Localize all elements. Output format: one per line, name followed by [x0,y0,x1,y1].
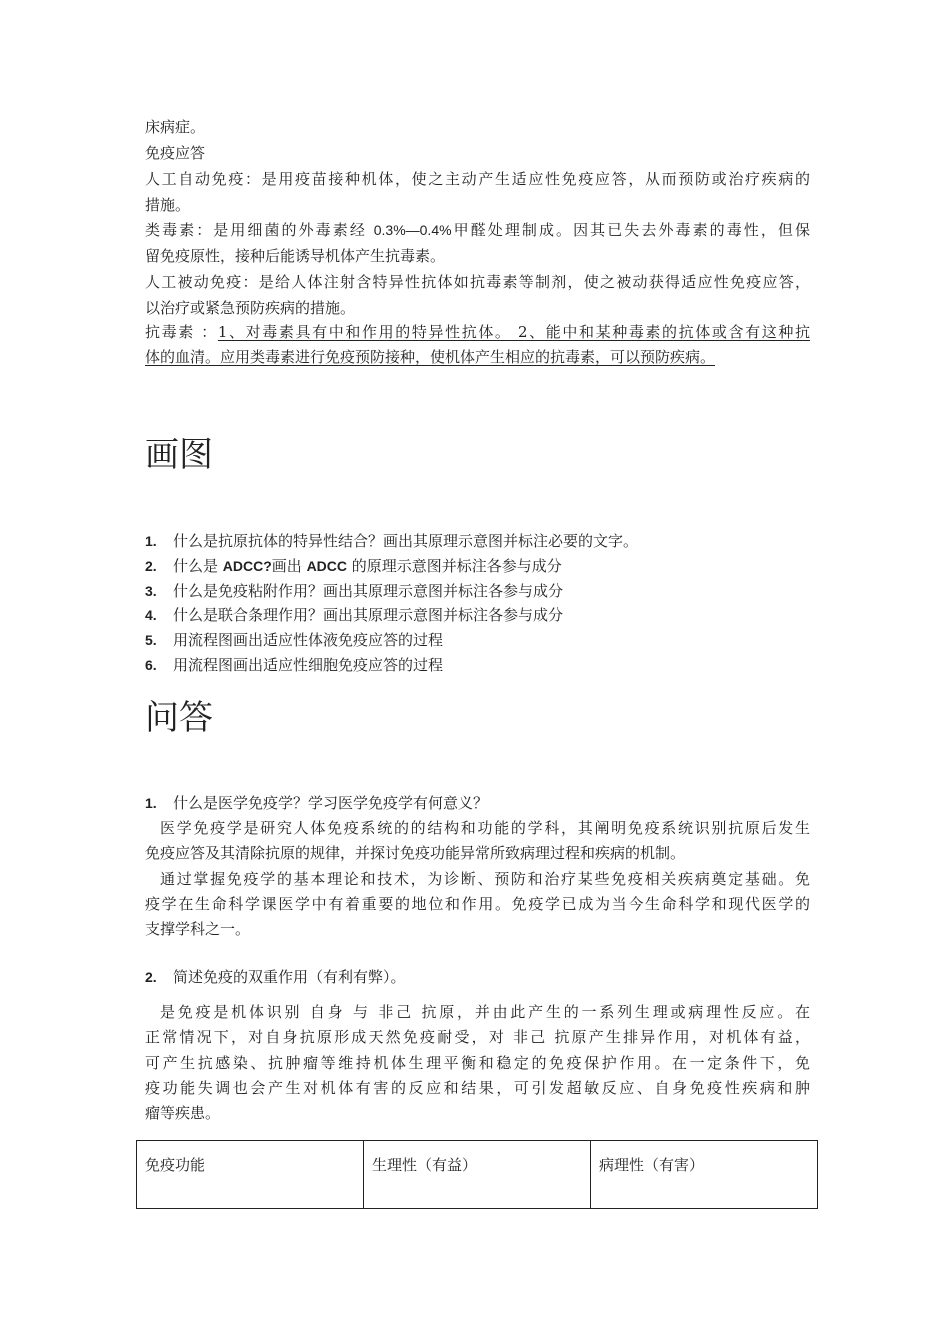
answer-line: 瘤等疾患。 [145,1104,221,1122]
text-line: 免疫应答 [145,144,206,162]
section-heading-drawing: 画图 [145,435,213,475]
list-number: 2. [145,969,157,985]
list-number: 1. [145,795,157,811]
answer-line: 支撑学科之一。 [145,920,251,938]
list-item [145,602,810,628]
list-text: 用流程图画出适应性体液免疫应答的过程 [173,631,444,649]
text-line [145,344,810,370]
list-text: 什么是 [173,557,223,575]
bold-text: ADCC [306,558,348,574]
bold-text: ADCC? [222,558,272,574]
text-span: 抗毒素 ： [145,323,218,341]
section-heading-qa: 问答 [145,698,213,738]
text-line: 人工被动免疫：是给人体注射含特异性抗体如抗毒素等制剂，使之被动获得适应性免疫应答， [145,273,810,291]
list-item [145,528,810,554]
answer-line: 是免疫是机体识别 自身 与 非己 抗原，并由此产生的一系列生理或病理性反应。在 [160,1003,810,1021]
text-line: 措施。 [145,196,191,214]
list-text: 的原理示意图并标注各参与成分 [347,557,562,575]
question [145,790,810,816]
text-span: 0.3%—0.4% [373,222,452,238]
question [145,964,810,990]
text-line [145,217,810,243]
answer-line: 通过掌握免疫学的基本理论和技术，为诊断、预防和治疗某些免疫相关疾病奠定基础。免 [160,870,810,888]
list-number: 4. [145,607,157,623]
underlined-text: 体的血清。应用类毒素进行免疫预防接种，使机体产生相应的抗毒素，可以预防疾病。 [145,348,716,366]
answer-line: 医学免疫学是研究人体免疫系统的的结构和功能的学科，其阐明免疫系统识别抗原后发生 [160,819,810,837]
underlined-text: 1、对毒素具有中和作用的特异性抗体。 2、能中和某种毒素的抗体或含有这种抗 [217,323,811,341]
list-item [145,652,810,678]
list-text: 什么是免疫粘附作用？画出其原理示意图并标注各参与成分 [173,582,564,600]
answer-line: 免疫应答及其清除抗原的规律，并探讨免疫功能异常所致病理过程和疾病的机制。 [145,844,686,862]
text-line [145,319,810,345]
text-span: 甲醛处理制成。因其已失去外毒素的毒性，但保 [451,221,810,239]
table-row [137,1141,818,1209]
list-number: 3. [145,583,157,599]
list-text: 什么是联合条理作用？画出其原理示意图并标注各参与成分 [173,606,564,624]
list-number: 2. [145,558,157,574]
answer-line: 可产生抗感染、抗肿瘤等维持机体生理平衡和稳定的免疫保护作用。在一定条件下，免 [145,1054,810,1072]
list-number: 5. [145,632,157,648]
question-text: 简述免疫的双重作用（有利有弊）。 [173,968,406,986]
answer-line: 疫功能失调也会产生对机体有害的反应和结果，可引发超敏反应、自身免疫性疾病和肿 [145,1079,810,1097]
list-item [145,578,810,604]
text-line: 人工自动免疫：是用疫苗接种机体，使之主动产生适应性免疫应答，从而预防或治疗疾病的 [145,170,810,188]
list-number: 1. [145,533,157,549]
list-text: 什么是抗原抗体的特异性结合？画出其原理示意图并标注必要的文字。 [173,532,639,550]
text-span: 类毒素：是用细菌的外毒素经 [145,221,374,239]
table-header-cell: 免疫功能 [137,1141,364,1209]
table-header-cell: 病理性（有害） [591,1141,818,1209]
list-item [145,553,810,579]
text-line: 床病症。 [145,118,206,136]
answer-line: 正常情况下，对自身抗原形成天然免疫耐受，对 非己 抗原产生排异作用，对机体有益， [145,1028,810,1046]
immune-function-table [136,1140,818,1209]
list-number: 6. [145,657,157,673]
table-header-cell: 生理性（有益） [364,1141,591,1209]
text-line: 以治疗或紧急预防疾病的措施。 [145,299,356,317]
text-line: 留免疫原性，接种后能诱导机体产生抗毒素。 [145,247,446,265]
answer-line: 疫学在生命科学课医学中有着重要的地位和作用。免疫学已成为当今生命科学和现代医学的 [145,895,810,913]
list-text: 用流程图画出适应性细胞免疫应答的过程 [173,656,444,674]
list-item [145,627,810,653]
question-text: 什么是医学免疫学？学习医学免疫学有何意义？ [173,794,489,812]
list-text: 画出 [271,557,307,575]
